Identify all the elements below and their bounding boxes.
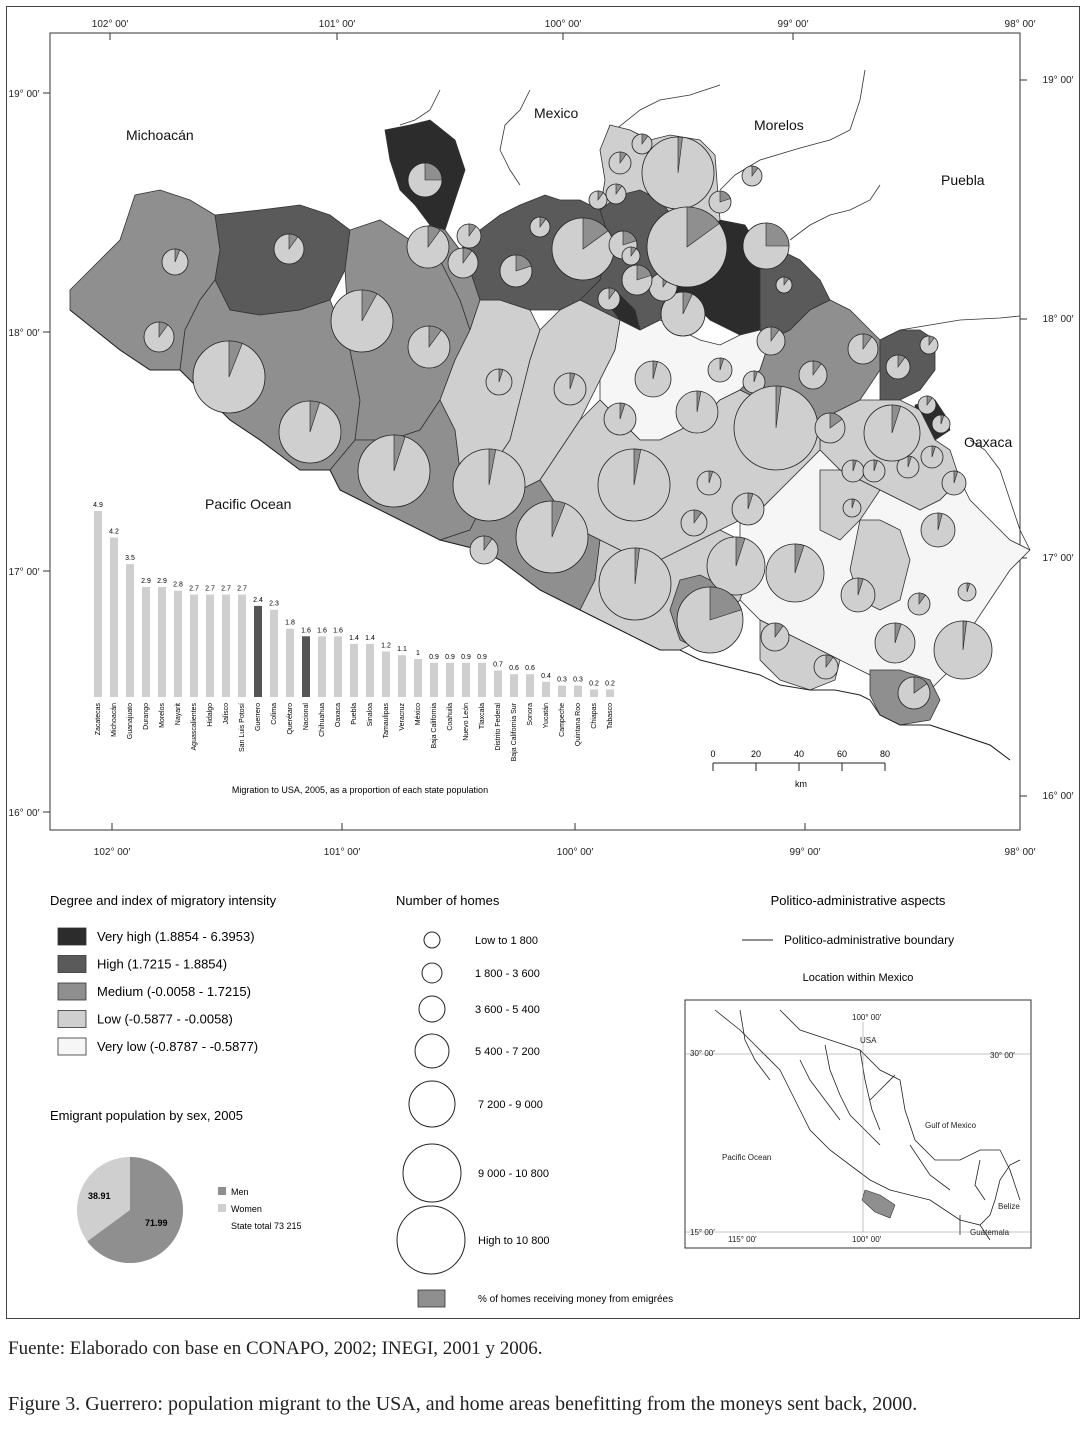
bar-value-label: 2.8 [173,581,183,589]
bar-value-label: 0.2 [605,680,615,688]
bar [318,636,326,697]
bar-value-label: 1.1 [397,646,407,654]
lon-top-label: 100° 00′ [544,19,582,30]
lon-bottom-label: 98° 00′ [1004,847,1036,858]
sex-pie-section [50,1108,302,1263]
bar-category-label: Hidalgo [207,703,214,727]
bar [478,663,486,697]
inset-map-frame [685,1000,1031,1248]
bar-category-label: Aguascalientes [191,703,198,751]
bar-value-label: 2.3 [269,600,279,608]
legend-intensity-title: Degree and index of migratory intensity [50,893,277,908]
legend-politico [685,893,1031,1248]
bar-value-label: 0.9 [461,653,471,661]
inset-lon-top: 100° 00′ [852,1013,882,1022]
bar [558,686,566,697]
scale-tick: 80 [879,749,891,759]
bar-value-label: 2.9 [141,577,151,585]
remit-swatch [418,1290,445,1307]
bar-value-label: 3.5 [125,555,135,563]
scale-tick: 0 [710,749,716,759]
inset-guatemala: Guatemala [970,1228,1010,1237]
bar-category-label: Michoacán [111,703,118,737]
bar [238,595,246,697]
bar-category-label: Veracruz [399,703,406,731]
sex-pie-chart [77,1157,183,1263]
bar [494,670,502,697]
bar [126,564,134,697]
inset-pacific: Pacific Ocean [722,1153,772,1162]
lon-top-label: 99° 00′ [777,19,809,30]
bar [302,636,310,697]
lat-left-label: 19° 00′ [8,89,40,100]
intensity-label: High (1.7215 - 1.8854) [97,956,228,972]
men-label: Men [231,1187,249,1197]
bar-category-label: Jalisco [223,703,230,725]
intensity-swatch [58,956,86,973]
bar [174,591,182,697]
bar-value-label: 2.4 [253,596,263,604]
bar-category-label: Sinaloa [367,703,374,727]
boundary-label: Politico-administrative boundary [784,933,955,947]
bar [414,659,422,697]
label-michoacan: Michoacán [126,127,194,143]
bar [462,663,470,697]
bar-value-label: 0.3 [557,676,567,684]
bar [382,651,390,697]
bar [430,663,438,697]
bar-category-label: Guanajuato [127,703,134,740]
home-pie-remit-wedge [766,223,789,246]
bar-chart-title: Migration to USA, 2005, as a proportion of each state population [231,785,489,795]
bar [270,610,278,697]
homes-size-label: 5 400 - 7 200 [475,1046,540,1058]
bar-value-label: 0.3 [573,676,583,684]
homes-size-circle [424,932,440,948]
bar [286,629,294,697]
homes-size-label: High to 10 800 [478,1235,550,1247]
bar-category-label: Sonora [527,703,534,726]
bar-category-label: Tamaulipas [383,703,390,739]
homes-size-circle [403,1144,461,1202]
inset-lon-bottom-mid: 100° 00′ [852,1235,882,1244]
bar-category-label: Nacional [303,703,310,731]
bar [510,674,518,697]
homes-size-circle [415,1034,449,1068]
lon-top-label: 102° 00′ [91,19,129,30]
inset-lat-top-left: 30° 00′ [690,1049,715,1058]
bar-value-label: 1.6 [333,627,343,635]
inset-lat-top-right: 30° 00′ [990,1051,1015,1060]
lat-right-label: 16° 00′ [1042,791,1074,802]
bar [190,595,198,697]
women-value: 38.91 [88,1191,111,1201]
bar-value-label: 1.4 [365,634,375,642]
label-puebla: Puebla [941,172,985,188]
bar [158,587,166,697]
bar [574,686,582,697]
label-pacific-ocean: Pacific Ocean [205,496,292,512]
bar-category-label: Nayarit [175,703,182,726]
bar-value-label: 0.9 [445,653,455,661]
homes-size-label: 1 800 - 3 600 [475,968,540,980]
homes-size-circle [409,1081,455,1127]
bar-category-label: Chiapas [591,703,598,729]
figure-caption: Figure 3. Guerrero: population migrant to the USA, and home areas benefitting from the moneys sent back, 2000. [8,1393,918,1415]
homes-size-label: 9 000 - 10 800 [478,1168,549,1180]
bar-category-label: Zacatecas [95,703,102,736]
bar-value-label: 0.9 [429,653,439,661]
bar-category-label: México [415,703,422,726]
lon-bottom-label: 102° 00′ [93,847,131,858]
men-value: 71.99 [145,1218,168,1228]
bar-category-label: Chihuahua [319,703,326,737]
bar-value-label: 1.6 [301,627,311,635]
inset-usa: USA [860,1036,877,1045]
bar-category-label: Nuevo León [463,703,470,741]
bar [222,595,230,697]
bar-category-label: Distrito Federal [495,703,502,751]
legend-homes-title: Number of homes [396,893,500,908]
homes-size-label: 3 600 - 5 400 [475,1004,540,1016]
legend-homes [396,893,673,1307]
lat-right-label: 18° 00′ [1042,314,1074,325]
intensity-swatch [58,1038,86,1055]
inset-gulf: Gulf of Mexico [925,1121,977,1130]
bar-category-label: Quintana Roo [575,703,582,747]
bar [542,682,550,697]
bar-value-label: 1.2 [381,642,391,650]
intensity-label: Low (-0.5877 - -0.0058) [97,1011,233,1027]
location-title: Location within Mexico [802,972,914,984]
scale-tick: 60 [836,749,848,759]
lat-right-label: 17° 00′ [1042,553,1074,564]
scale-tick: 20 [750,749,762,759]
homes-size-circle [422,963,442,983]
scale-bar [710,749,890,789]
bar-value-label: 1.4 [349,634,359,642]
bar-value-label: 0.9 [477,653,487,661]
inset-lat-bottom-left: 15° 00′ [690,1228,715,1237]
sex-pie-title: Emigrant population by sex, 2005 [50,1108,243,1123]
bar-value-label: 2.7 [237,585,247,593]
state-total: State total 73 215 [231,1221,302,1231]
bar [254,606,262,697]
intensity-label: Medium (-0.0058 - 1.7215) [97,984,251,999]
bar-category-label: Durango [143,703,150,730]
lon-bottom-label: 99° 00′ [789,847,821,858]
bar-category-label: San Luis Potosí [239,703,246,753]
bar [398,655,406,697]
bar-value-label: 2.7 [205,585,215,593]
legend-intensity [50,893,277,1055]
women-label: Women [231,1204,262,1214]
bar-category-label: Baja California Sur [511,703,518,762]
bar-category-label: Campeche [559,703,566,737]
label-morelos: Morelos [754,117,804,133]
bar [526,674,534,697]
bar-value-label: 2.7 [221,585,231,593]
bar-category-label: Guerrero [255,703,262,732]
bar-value-label: 0.7 [493,661,503,669]
bar [366,644,374,697]
scale-tick: 40 [793,749,805,759]
bar [94,511,102,697]
intensity-label: Very low (-0.8787 - -0.5877) [97,1039,259,1054]
inset-lon-bottom-left: 115° 00′ [728,1235,757,1244]
homes-size-circle [397,1206,465,1274]
bar-value-label: 1.8 [285,619,295,627]
lon-bottom-label: 101° 00′ [323,847,361,858]
intensity-swatch [58,983,86,1000]
bar [606,689,614,697]
remit-label: % of homes receiving money from emigrées [478,1294,674,1305]
bar [142,587,150,697]
bar-value-label: 2.9 [157,577,167,585]
bar [110,538,118,697]
bar-category-label: Morelos [159,703,166,728]
homes-size-circle [419,996,445,1022]
intensity-swatch [58,928,86,945]
bar [350,644,358,697]
bar-value-label: 2.7 [189,585,199,593]
bar-value-label: 1.6 [317,627,327,635]
lat-left-label: 16° 00′ [8,808,40,819]
bar-category-label: Coahuila [447,703,454,731]
bar-category-label: Tlaxcala [479,703,486,730]
bar-value-label: 4.9 [93,502,103,509]
bar-value-label: 0.6 [525,665,535,673]
homes-size-label: Low to 1 800 [475,935,538,947]
lon-bottom-label: 100° 00′ [556,847,594,858]
inset-belize: Belize [998,1202,1020,1211]
bar [446,663,454,697]
legend-politico-title: Politico-administrative aspects [770,893,946,908]
intensity-swatch [58,1011,86,1028]
bar [334,636,342,697]
bar-category-label: Puebla [351,703,358,725]
bar-value-label: 0.2 [589,680,599,688]
scale-unit: km [795,779,807,789]
lat-left-label: 17° 00′ [8,567,40,578]
bar-value-label: 0.4 [541,672,551,680]
bar-category-label: Tabasco [607,703,614,730]
intensity-label: Very high (1.8854 - 6.3953) [97,929,255,944]
homes-size-label: 7 200 - 9 000 [478,1099,543,1111]
bar-category-label: Querétaro [287,703,294,735]
men-swatch [218,1187,226,1195]
bar-category-label: Colima [271,703,278,725]
source-note: Fuente: Elaborado con base en CONAPO, 2002; INEGI, 2001 y 2006. [8,1338,543,1359]
bar-category-label: Oaxaca [335,703,342,728]
bar-value-label: 4.2 [109,528,119,536]
label-mexico: Mexico [534,105,579,121]
bar [590,689,598,697]
lon-top-label: 98° 00′ [1004,19,1036,30]
bar-category-label: Baja California [431,703,438,749]
label-oaxaca: Oaxaca [964,434,1013,450]
bar [206,595,214,697]
bar-value-label: 0.6 [509,665,519,673]
bar-value-label: 1 [416,650,420,658]
lat-left-label: 18° 00′ [8,328,40,339]
lon-top-label: 101° 00′ [318,19,356,30]
women-swatch [218,1204,226,1212]
lat-right-label: 19° 00′ [1042,75,1074,86]
bar-category-label: Yucatán [543,703,550,729]
